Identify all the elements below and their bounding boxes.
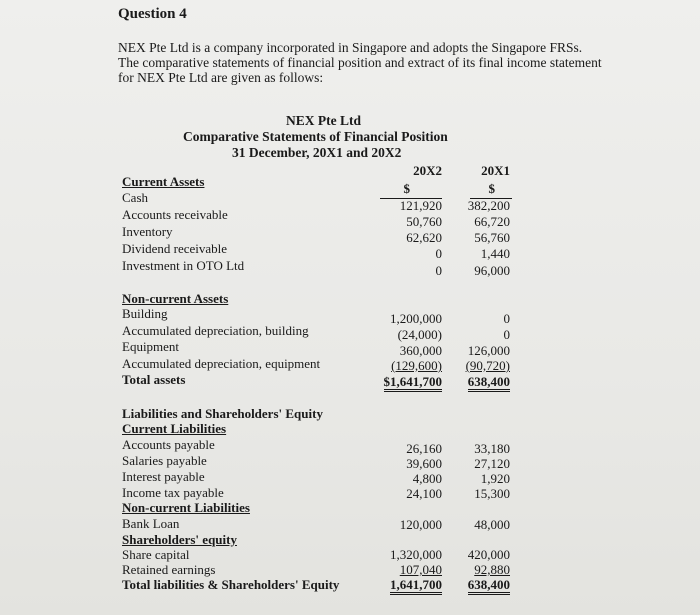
col-header-20x2: 20X2	[413, 163, 442, 178]
dividend-receivable-20x1: 1,440	[480, 246, 510, 261]
salaries-payable-20x1: 27,120	[474, 456, 510, 471]
total-assets-20x1: 638,400	[468, 374, 510, 392]
building-20x2: 1,200,000	[390, 311, 442, 326]
row-label-accounts-payable: Accounts payable	[122, 437, 215, 452]
shareholders-equity-heading: Shareholders' equity	[122, 532, 237, 547]
cash-20x1: 382,200	[467, 198, 510, 213]
non-current-assets-heading: Non-current Assets	[122, 291, 229, 306]
total-liabilities-equity-20x1: 638,400	[468, 577, 510, 595]
cash-20x2: 121,920	[399, 198, 442, 213]
investment-oto-20x2: 0	[435, 263, 442, 278]
dividend-receivable-20x2: 0	[435, 246, 442, 261]
share-capital-20x2: 1,320,000	[390, 547, 442, 562]
row-label-investment-oto: Investment in OTO Ltd	[122, 258, 245, 273]
current-assets-heading: Current Assets	[122, 174, 205, 189]
interest-payable-20x1: 1,920	[480, 471, 510, 486]
building-20x1: 0	[503, 311, 510, 326]
statement-title: Comparative Statements of Financial Position	[183, 129, 448, 144]
currency-20x2: $	[403, 181, 410, 196]
total-assets-20x2: $1,641,700	[384, 374, 443, 392]
row-label-income-tax-payable: Income tax payable	[122, 485, 224, 500]
accounts-receivable-20x1: 66,720	[474, 214, 510, 229]
row-label-inventory: Inventory	[122, 224, 173, 239]
row-label-total-liabilities-equity: Total liabilities & Shareholders' Equity	[122, 577, 340, 592]
row-label-salaries-payable: Salaries payable	[122, 453, 207, 468]
bank-loan-20x1: 48,000	[474, 517, 510, 532]
share-capital-20x1: 420,000	[467, 547, 510, 562]
row-label-cash: Cash	[122, 190, 148, 205]
retained-earnings-20x1: 92,880	[474, 562, 510, 577]
accounts-payable-20x1: 33,180	[474, 441, 510, 456]
interest-payable-20x2: 4,800	[412, 471, 442, 486]
intro-line-2: The comparative statements of financial position and extract of its final income statement	[118, 55, 602, 70]
investment-oto-20x1: 96,000	[474, 263, 510, 278]
accum-dep-equipment-20x1: (90,720)	[465, 358, 510, 373]
liabilities-heading: Liabilities and Shareholders' Equity	[122, 406, 323, 421]
accum-dep-building-20x2: (24,000)	[397, 327, 442, 342]
intro-line-3: for NEX Pte Ltd are given as follows:	[118, 70, 324, 85]
non-current-liabilities-heading: Non-current Liabilities	[122, 500, 250, 515]
question-title: Question 4	[118, 6, 187, 22]
currency-20x1: $	[488, 181, 495, 196]
accounts-receivable-20x2: 50,760	[406, 214, 442, 229]
bank-loan-20x2: 120,000	[399, 517, 442, 532]
income-tax-payable-20x1: 15,300	[474, 486, 510, 501]
row-label-total-assets: Total assets	[122, 372, 186, 387]
inventory-20x1: 56,760	[474, 230, 510, 245]
accum-dep-equipment-20x2: (129,600)	[391, 358, 442, 373]
retained-earnings-20x2: 107,040	[399, 562, 442, 577]
inventory-20x2: 62,620	[406, 230, 442, 245]
row-label-retained-earnings: Retained earnings	[122, 562, 216, 577]
equipment-20x1: 126,000	[467, 343, 510, 358]
accounts-payable-20x2: 26,160	[406, 441, 442, 456]
row-label-accounts-receivable: Accounts receivable	[122, 207, 228, 222]
row-label-accum-dep-building: Accumulated depreciation, building	[122, 323, 309, 338]
row-label-equipment: Equipment	[122, 339, 180, 354]
row-label-bank-loan: Bank Loan	[122, 516, 180, 531]
row-label-share-capital: Share capital	[122, 547, 190, 562]
intro-line-1: NEX Pte Ltd is a company incorporated in Singapore and adopts the Singapore FRSs.	[118, 40, 583, 55]
row-label-building: Building	[122, 306, 168, 321]
row-label-interest-payable: Interest payable	[122, 469, 205, 484]
row-label-dividend-receivable: Dividend receivable	[122, 241, 228, 256]
row-label-accum-dep-equipment: Accumulated depreciation, equipment	[122, 356, 321, 371]
statement-date: 31 December, 20X1 and 20X2	[232, 145, 402, 160]
current-liabilities-heading: Current Liabilities	[122, 421, 227, 436]
col-header-20x1: 20X1	[481, 163, 510, 178]
company-name: NEX Pte Ltd	[286, 113, 361, 128]
equipment-20x2: 360,000	[399, 343, 442, 358]
income-tax-payable-20x2: 24,100	[406, 486, 442, 501]
accum-dep-building-20x1: 0	[503, 327, 510, 342]
salaries-payable-20x2: 39,600	[406, 456, 442, 471]
total-liabilities-equity-20x2: 1,641,700	[390, 577, 442, 595]
